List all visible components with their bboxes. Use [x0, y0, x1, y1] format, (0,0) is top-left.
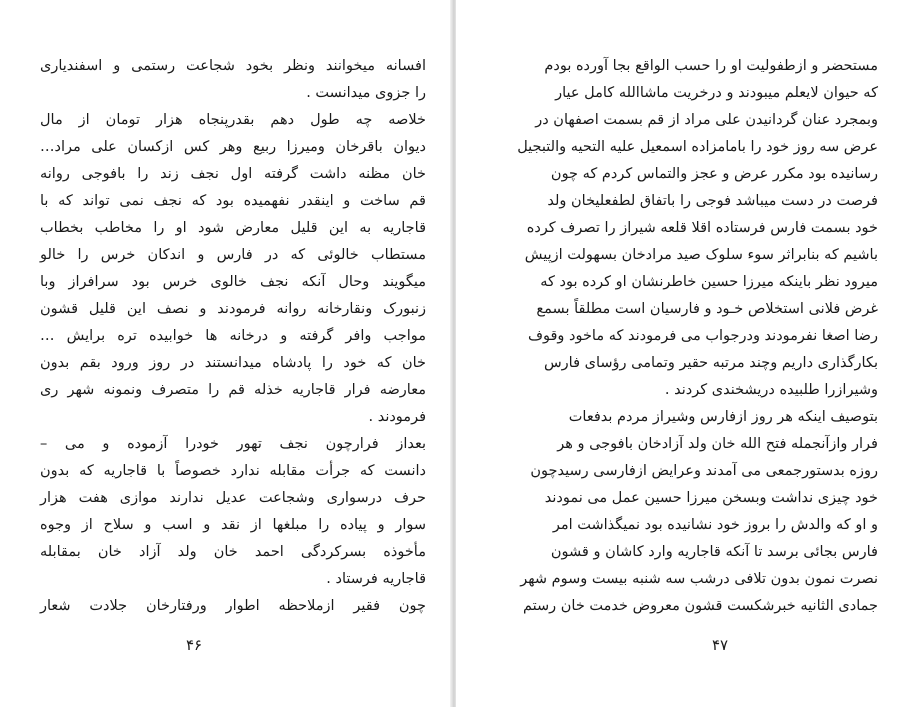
text-line: قم ساخت و اینقدر نفهمیده بود که نجف نمی تواند که با [40, 193, 426, 209]
text-line: را جزوی میدانست . [306, 85, 426, 101]
text-line: فرار وازآنجمله فتح الله خان ولد آزادخان بافوجی و هر [557, 436, 878, 452]
text-line: مأخوذه بسرکردگی احمد خان ولد آزاد خان بمقابله [40, 544, 426, 560]
text-line: دانست که جرأت مقابله ندارد خصوصاً با قاجاریه که بدون [40, 463, 426, 479]
text-line: وشیرازرا طلبیده دریشخندی کردند . [664, 382, 878, 398]
text-line: وبمجرد عنان گردانیدن علی مراد از قم بسمت اصفهان در [535, 112, 878, 128]
right-page [456, 0, 915, 707]
right-page-text [517, 56, 878, 623]
text-line: فرمودند . [368, 409, 426, 425]
text-line: دیوان باقرخان ومیرزا ربیع وهر کس ازکسان علی مراد… [40, 139, 426, 155]
left-page [0, 0, 452, 707]
text-line: خان مظنه داشت گرفته اول نجف زند را بافوجی روانه [40, 166, 426, 182]
left-page-text [40, 56, 426, 623]
text-line: حرف درسواری وشجاعت عدیل ندارند موازی هفت هزار [40, 490, 426, 506]
text-line: عرض سه روز خود را بامامزاده اسمعیل علیه التحیه والتبجیل [517, 139, 878, 155]
text-line: که حیوان لایعلم میبودند و درخریت ماشاالله کامل عیار [555, 85, 878, 101]
text-line: خلاصه چه طول دهم بقدرپنجاه هزار تومان از مال [40, 112, 426, 128]
page-number: ۴۶ [186, 636, 203, 654]
text-line: افسانه میخوانند ونظر بخود شجاعت رستمی و اسفندیاری [40, 58, 426, 74]
text-line: نصرت نمون بدون تلافی درشب سه شنبه بیست وسوم شهر [520, 571, 878, 587]
text-line: باشیم که بنابراثر سوء سلوک صید مرادخان بسهولت ازپیش [524, 247, 878, 263]
text-line: قاجاریه به این قلیل معارض شود او را مخاطب بخطاب [40, 220, 426, 236]
text-line: خان که خود را پادشاه میدانستند در روز ورود بقم بدون [40, 355, 426, 371]
text-line: مستطاب خالوئی که در فارس و اندکان خرس را خالو [40, 247, 426, 263]
text-line: خود چیزی نداشت وبسخن میرزا حسین عمل می نمودند [544, 490, 878, 506]
text-line: میرود نظر باینکه میرزا حسین خاطرنشان او کرده بود که [540, 274, 878, 290]
text-line: فارس بجائی برسد تا آنکه قاجاریه وارد کاشان و قشون [550, 544, 878, 560]
text-line: میگویند وحال آنکه نجف خالوی خرس بود سرافراز وبا [40, 274, 426, 290]
text-line: رضا اصغا نفرمودند ودرجواب می فرمودند که ماخود وقوف [527, 328, 878, 344]
text-line: زنبورک ونقارخانه روانه فرمودند و نصف این قلیل قشون [40, 301, 426, 317]
text-line: غرض فلانی استخلاص خـود و فارسیان است مطلقاً بسمع [536, 301, 878, 317]
text-line: بتوصیف اینکه هر روز ازفارس وشیراز مردم بدفعات [568, 409, 878, 425]
text-line: خود بسمت فارس فرستاده اقلا قلعه شیراز را تصرف کرده [526, 220, 878, 236]
page-number: ۴۷ [712, 636, 729, 654]
text-line: جمادی الثانیه خبرشکست قشون معروض خدمت خان رستم [522, 598, 878, 614]
text-line: بکارگذاری داریم وچند مرتبه حقیر وتمامی رؤسای فارس [543, 355, 878, 371]
text-line: سوار و پیاده را مبلغها از نقد و اسب و سلاح از وجوه [40, 517, 426, 533]
text-line: روزه بدستورجمعی می آمدند وعرایض ازفارسی رسیدچون [530, 463, 878, 479]
text-line: رسانیده بود مکرر عرض و عجز والتماس کردم که چون [550, 166, 878, 182]
text-line: معارضه فرار قاجاریه خذله قم را متصرف ونمونه شهر ری [40, 382, 426, 398]
text-line: قاجاریه فرستاد . [326, 571, 426, 587]
text-line: چون فقیر ازملاحظه اطوار ورفتارخان جلادت شعار [40, 598, 426, 614]
text-line: مستحضر و ازطفولیت او را حسب الواقع بجا آورده بودم [544, 58, 878, 74]
text-line: بعداز فرارچون نجف تهور خودرا آزموده و می – [40, 436, 426, 452]
text-line: فرصت در دست میباشد فوجی را باتفاق لطفعلیخان ولد [547, 193, 878, 209]
text-line: مواجب وافر گرفته و درخانه ها خوابیده تره برایش … [40, 328, 426, 344]
text-line: و او که والدش را بروز خود نشانیده بود نمیگذاشت امر [552, 517, 878, 533]
